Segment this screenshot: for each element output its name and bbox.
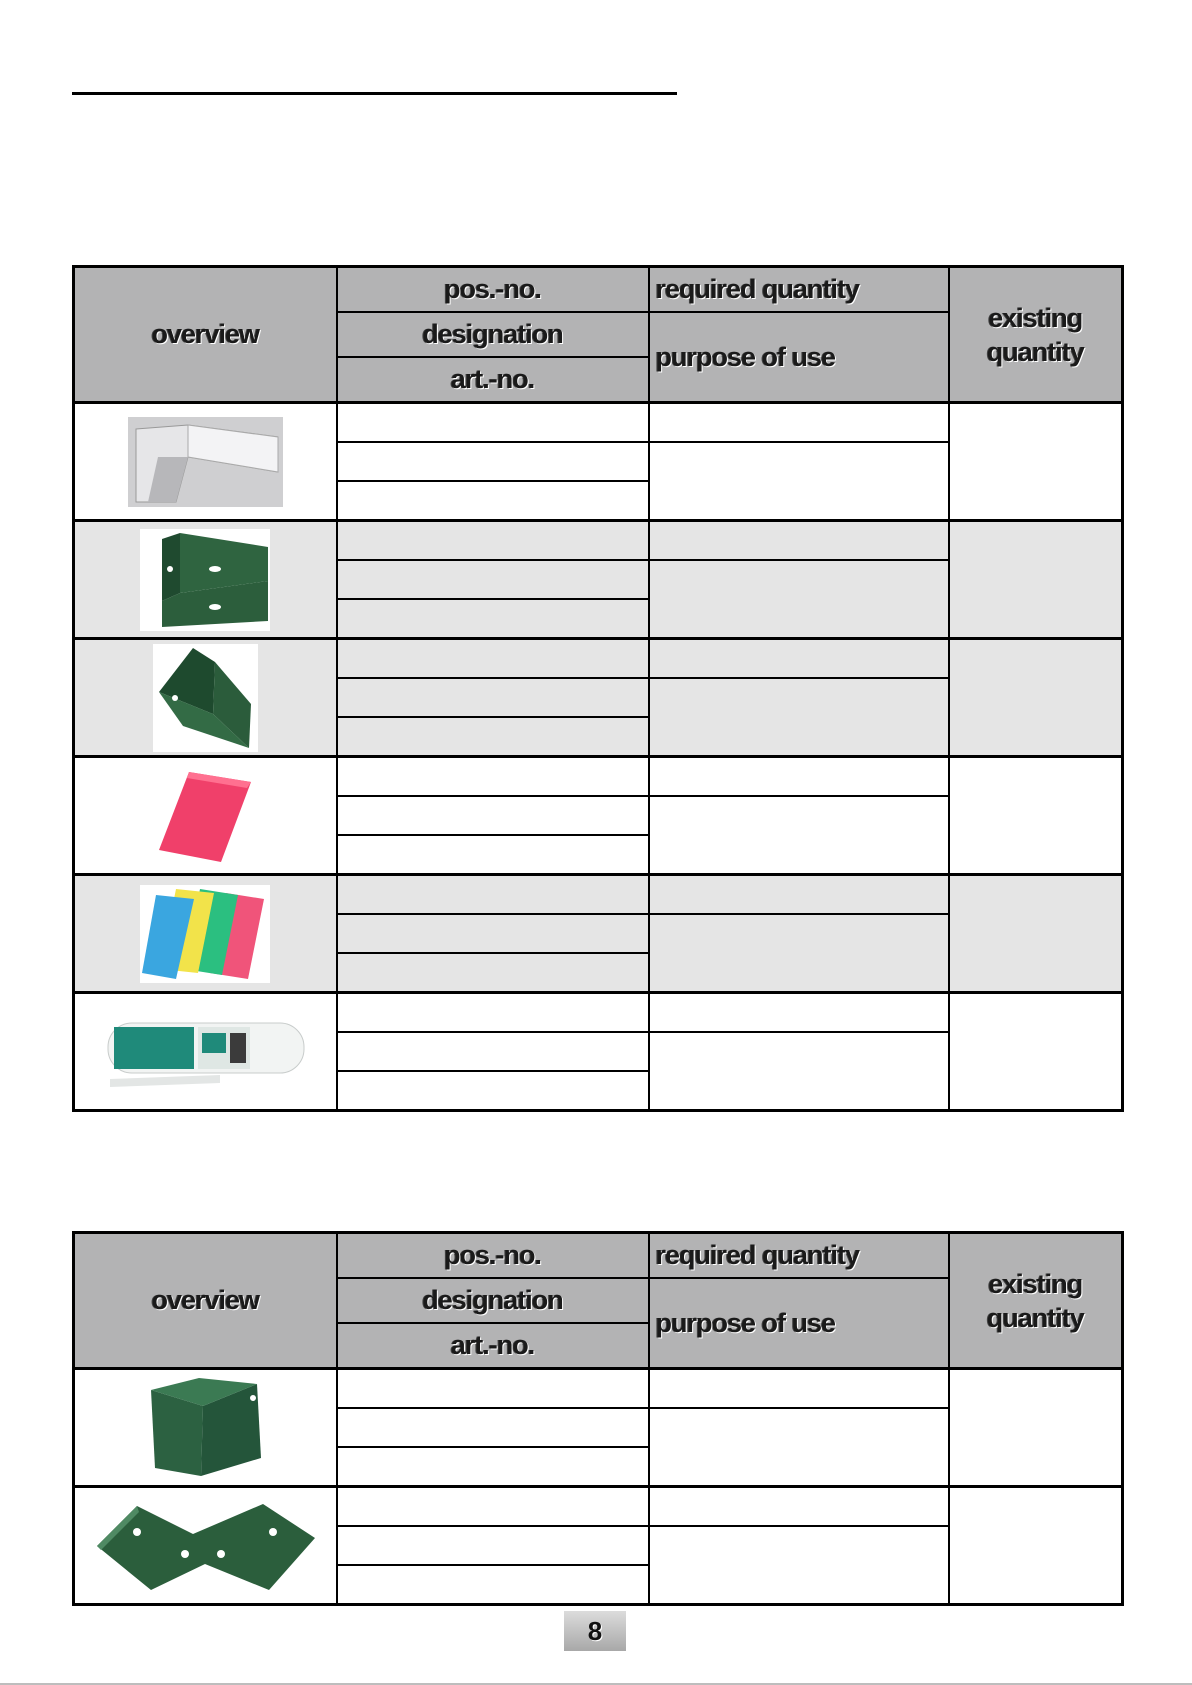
purpose-of-use-cell[interactable] [649,1526,949,1605]
parts-table-1 [72,265,1124,1112]
existing-quantity-cell[interactable] [949,993,1123,1111]
required-quantity-cell[interactable] [649,639,949,679]
required-quantity-cell[interactable] [649,521,949,561]
required-quantity-cell[interactable] [649,1369,949,1409]
designation-cell[interactable] [337,678,649,717]
pos-no-cell[interactable] [337,993,649,1033]
designation-cell[interactable] [337,1032,649,1071]
item-photo-cell [74,993,337,1111]
designation-cell[interactable] [337,796,649,835]
overview-header: overview [74,267,337,403]
pos-no-header: pos.-no. [337,1233,649,1279]
required-quantity-cell[interactable] [649,875,949,915]
designation-cell[interactable] [337,1408,649,1447]
existing-quantity-cell[interactable] [949,1369,1123,1487]
overview-header: overview [74,1233,337,1369]
existing-quantity-cell[interactable] [949,639,1123,757]
existing-quantity-cell[interactable] [949,875,1123,993]
aluminium-corner-fitting-photo [128,417,283,507]
item-photo-cell [74,639,337,757]
art-no-cell[interactable] [337,599,649,639]
art-no-header: art.-no. [337,357,649,403]
sealant-tube-photo [100,1013,310,1091]
designation-cell[interactable] [337,1526,649,1565]
purpose-of-use-cell[interactable] [649,1408,949,1487]
art-no-cell[interactable] [337,481,649,521]
pos-no-cell[interactable] [337,757,649,797]
page-number: 8 [564,1611,626,1651]
required-quantity-cell[interactable] [649,1487,949,1527]
colored-sponges-photo [140,885,270,983]
art-no-cell[interactable] [337,953,649,993]
pos-no-cell[interactable] [337,1369,649,1409]
required-quantity-cell[interactable] [649,993,949,1033]
green-inner-corner-photo [145,1376,265,1480]
art-no-cell[interactable] [337,835,649,875]
required-quantity-header: required quantity [649,1233,949,1279]
item-photo-cell [74,521,337,639]
purpose-of-use-cell[interactable] [649,914,949,993]
item-photo-cell [74,403,337,521]
parts-table-2 [72,1231,1124,1606]
art-no-cell[interactable] [337,1565,649,1605]
existing-quantity-header: existing quantity [949,267,1123,403]
required-quantity-header: required quantity [649,267,949,313]
green-l-bracket-photo [140,529,270,631]
purpose-of-use-header: purpose of use [649,1278,949,1369]
purpose-of-use-cell[interactable] [649,796,949,875]
purpose-of-use-cell[interactable] [649,678,949,757]
pos-no-cell[interactable] [337,875,649,915]
existing-quantity-header: existing quantity [949,1233,1123,1369]
existing-quantity-cell[interactable] [949,403,1123,521]
purpose-of-use-cell[interactable] [649,560,949,639]
purpose-of-use-cell[interactable] [649,442,949,521]
pink-cleaning-pad-photo [155,766,255,866]
pos-no-cell[interactable] [337,403,649,443]
designation-cell[interactable] [337,442,649,481]
purpose-of-use-cell[interactable] [649,1032,949,1111]
pos-no-cell[interactable] [337,521,649,561]
green-corner-bracket-photo [153,644,258,752]
required-quantity-cell[interactable] [649,403,949,443]
art-no-cell[interactable] [337,717,649,757]
item-photo-cell [74,1487,337,1605]
designation-cell[interactable] [337,914,649,953]
top-divider-line [72,92,677,95]
designation-header: designation [337,1278,649,1323]
purpose-of-use-header: purpose of use [649,312,949,403]
existing-quantity-cell[interactable] [949,1487,1123,1605]
pos-no-cell[interactable] [337,1487,649,1527]
existing-quantity-cell[interactable] [949,521,1123,639]
art-no-cell[interactable] [337,1447,649,1487]
green-angled-plate-photo [93,1498,318,1594]
item-photo-cell [74,1369,337,1487]
existing-quantity-cell[interactable] [949,757,1123,875]
designation-cell[interactable] [337,560,649,599]
item-photo-cell [74,875,337,993]
art-no-cell[interactable] [337,1071,649,1111]
pos-no-header: pos.-no. [337,267,649,313]
required-quantity-cell[interactable] [649,757,949,797]
designation-header: designation [337,312,649,357]
pos-no-cell[interactable] [337,639,649,679]
item-photo-cell [74,757,337,875]
art-no-header: art.-no. [337,1323,649,1369]
